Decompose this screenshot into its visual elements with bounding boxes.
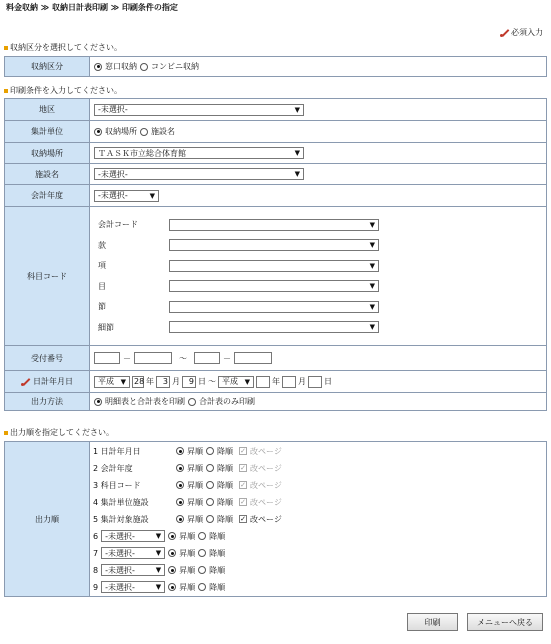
- desc-label: 降順: [209, 582, 226, 592]
- kamoku-row-label: 会計コード: [98, 220, 138, 230]
- month-to-input[interactable]: [282, 376, 296, 388]
- asc-label: 昇順: [187, 480, 203, 490]
- shutsuryoku-hoho-options: [94, 396, 542, 407]
- nikkei-inputs: [94, 376, 542, 388]
- page-break-checkbox[interactable]: ✓: [240, 498, 246, 506]
- back-to-menu-button[interactable]: メニューへ戻る: [467, 613, 543, 631]
- setsu-select[interactable]: [169, 301, 379, 313]
- chevron-down-icon: ▼: [155, 566, 162, 574]
- year-from-input[interactable]: 28: [134, 376, 145, 386]
- radio-gokei-only[interactable]: [188, 398, 196, 406]
- shuno-kubun-table: [4, 56, 547, 77]
- day-from-input[interactable]: 9: [182, 376, 196, 388]
- radio-gokei-only-label: 合計表のみ印刷: [199, 397, 255, 406]
- kamoku-label: 科目コード: [5, 207, 90, 346]
- kaikei-nendo-select[interactable]: [94, 190, 159, 202]
- order-item-label: [93, 480, 173, 491]
- chevron-down-icon: ▼: [294, 105, 300, 114]
- dash: －: [123, 353, 131, 363]
- order-row: [93, 579, 542, 595]
- radio-desc[interactable]: [198, 566, 206, 574]
- radio-meisai-gokei[interactable]: [94, 398, 102, 406]
- kamoku-row-label: 目: [98, 281, 106, 291]
- nikkei-label: 日計年月日: [33, 377, 73, 386]
- section-text: 出力順を指定してください。: [10, 428, 114, 437]
- shuno-basho-label: 収納場所: [5, 143, 90, 164]
- tsuki-label: 月: [298, 377, 306, 386]
- section-text: 印刷条件を入力してください。: [10, 86, 122, 95]
- order-row: [93, 477, 542, 493]
- section-text: 収納区分を選択してください。: [10, 43, 122, 52]
- radio-desc[interactable]: [206, 447, 214, 455]
- order-item-label: [93, 446, 173, 457]
- desc-label: 降順: [217, 514, 233, 524]
- era-to-value: 平成: [222, 377, 238, 386]
- order-row: [93, 511, 542, 527]
- order-item-name: 集計単位施設: [100, 497, 149, 507]
- asc-label: 昇順: [179, 531, 196, 541]
- era-to-select[interactable]: [218, 376, 254, 388]
- radio-shuno-basho[interactable]: [94, 128, 102, 136]
- order-number: 4: [93, 497, 99, 507]
- chevron-down-icon: ▼: [369, 220, 375, 229]
- kamoku-row: [98, 239, 542, 251]
- asc-label: 昇順: [187, 514, 203, 524]
- asc-label: 昇順: [187, 463, 203, 473]
- order-row: [93, 443, 542, 459]
- order-row: [93, 494, 542, 510]
- section-heading-1: [4, 42, 122, 53]
- chevron-down-icon: ▼: [244, 377, 250, 386]
- shisetsu-label: 施設名: [5, 164, 90, 185]
- year-to-input[interactable]: [256, 376, 270, 388]
- order-item-label: [93, 463, 173, 474]
- uketsuke-to-2-input[interactable]: [234, 352, 272, 364]
- page-break-checkbox[interactable]: ✓: [240, 515, 246, 523]
- chevron-down-icon: ▼: [369, 323, 375, 332]
- order-number: 7: [93, 548, 99, 558]
- kamoku-row-label: 細節: [98, 322, 114, 332]
- radio-asc[interactable]: [176, 447, 184, 455]
- page-break-label: 改ページ: [250, 463, 282, 473]
- order-item-select[interactable]: [101, 547, 165, 559]
- order-number: 2: [93, 463, 99, 473]
- kou-select[interactable]: [169, 260, 379, 272]
- shuno-basho-value: ＴＡＳＫ市立総合体育館: [98, 148, 186, 158]
- radio-meisai-gokei-label: 明細表と合計表を印刷: [105, 397, 185, 406]
- order-item-select[interactable]: [101, 564, 165, 576]
- bullet-icon: [4, 46, 8, 50]
- radio-asc[interactable]: [168, 583, 176, 591]
- radio-desc[interactable]: [206, 515, 214, 523]
- breadcrumb-item-ryokin: 料金収納: [6, 3, 38, 12]
- order-item-name: 集計対象施設: [100, 514, 149, 524]
- desc-label: 降順: [209, 565, 226, 575]
- kamoku-row: [98, 280, 542, 292]
- order-number: 5: [93, 514, 99, 524]
- chiku-value: -未選択-: [98, 105, 128, 114]
- uketsuke-to-1-input[interactable]: [194, 352, 220, 364]
- print-button[interactable]: 印刷: [407, 613, 458, 631]
- order-row: [93, 460, 542, 476]
- breadcrumb-separator: ≫: [40, 3, 50, 12]
- kamoku-row: [98, 321, 542, 333]
- order-item-select-value: -未選択-: [105, 548, 135, 558]
- section-heading-2: [4, 85, 122, 96]
- chevron-down-icon: ▼: [120, 377, 126, 386]
- order-number: 1: [93, 446, 99, 456]
- day-to-input[interactable]: [308, 376, 322, 388]
- order-number: 9: [93, 582, 99, 592]
- order-number: 8: [93, 565, 99, 575]
- asc-label: 昇順: [187, 446, 203, 456]
- chevron-down-icon: ▼: [369, 282, 375, 291]
- radio-konbini[interactable]: [140, 63, 148, 71]
- radio-asc[interactable]: [176, 498, 184, 506]
- dash: －: [223, 353, 231, 363]
- radio-shisetsu-label: 施設名: [151, 127, 175, 136]
- required-legend: [500, 27, 543, 38]
- breadcrumb-separator: ≫: [110, 3, 120, 12]
- order-item-name: 日計年月日: [100, 446, 141, 456]
- radio-desc[interactable]: [206, 464, 214, 472]
- moku-select[interactable]: [169, 280, 379, 292]
- radio-desc[interactable]: [198, 532, 206, 540]
- uketsuke-inputs: [94, 352, 542, 364]
- kamoku-row: [98, 219, 542, 231]
- order-item-label: [93, 514, 173, 525]
- order-item-name: 会計年度: [100, 463, 133, 473]
- required-pen-icon: [500, 28, 509, 37]
- order-number: 3: [93, 480, 99, 490]
- desc-label: 降順: [217, 497, 233, 507]
- desc-label: 降順: [217, 480, 233, 490]
- radio-asc[interactable]: [168, 549, 176, 557]
- shuno-kubun-options: [94, 61, 542, 72]
- hi-label: 日: [198, 377, 206, 386]
- radio-madoguchi-label: 窓口収納: [105, 62, 137, 71]
- required-note: 必須入力: [511, 28, 543, 37]
- page-break-checkbox[interactable]: ✓: [240, 481, 246, 489]
- kamoku-row: [98, 301, 542, 313]
- breadcrumb-item-nikkeihyo: 収納日計表印刷: [51, 3, 108, 12]
- radio-desc[interactable]: [198, 549, 206, 557]
- page-break-label: 改ページ: [250, 446, 282, 456]
- order-item-select-value: -未選択-: [105, 565, 135, 575]
- radio-desc[interactable]: [198, 583, 206, 591]
- chiku-label: 地区: [5, 99, 90, 121]
- desc-label: 降順: [209, 548, 226, 558]
- desc-label: 降順: [209, 531, 226, 541]
- uketsuke-from-2-input[interactable]: [134, 352, 172, 364]
- asc-label: 昇順: [179, 582, 196, 592]
- order-item-select[interactable]: [101, 530, 165, 542]
- era-from-value: 平成: [98, 377, 114, 386]
- order-item-select[interactable]: [101, 581, 165, 593]
- shuno-basho-select[interactable]: [94, 147, 304, 159]
- kaikei-code-select[interactable]: [169, 219, 379, 231]
- chevron-down-icon: ▼: [369, 241, 375, 250]
- chiku-select[interactable]: [94, 104, 304, 116]
- kamoku-row-label: 項: [98, 261, 106, 271]
- kaikei-nendo-value: -未選択-: [98, 191, 128, 200]
- order-item-select-value: -未選択-: [105, 531, 135, 541]
- hi-label: 日: [324, 377, 332, 386]
- kamoku-rows: [98, 219, 542, 334]
- kamoku-row-label: 款: [98, 240, 106, 250]
- asc-label: 昇順: [179, 565, 196, 575]
- tilde: ～: [208, 377, 216, 386]
- kaikei-nendo-label: 会計年度: [5, 185, 90, 207]
- shisetsu-select[interactable]: [94, 168, 304, 180]
- order-item-select-value: -未選択-: [105, 582, 135, 592]
- radio-asc[interactable]: [168, 566, 176, 574]
- breadcrumb-item-current: 印刷条件の指定: [121, 3, 178, 12]
- asc-label: 昇順: [179, 548, 196, 558]
- print-conditions-table: [4, 98, 547, 411]
- radio-madoguchi[interactable]: [94, 63, 102, 71]
- page-break-checkbox[interactable]: ✓: [240, 447, 246, 455]
- desc-label: 降順: [217, 446, 233, 456]
- nen-label: 年: [272, 377, 280, 386]
- desc-label: 降順: [217, 463, 233, 473]
- required-pen-icon: [21, 377, 30, 386]
- page-break-label: 改ページ: [250, 497, 282, 507]
- chevron-down-icon: ▼: [369, 261, 375, 270]
- radio-asc[interactable]: [168, 532, 176, 540]
- radio-shuno-basho-label: 収納場所: [105, 127, 137, 136]
- chevron-down-icon: ▼: [294, 170, 300, 178]
- order-table: [4, 441, 547, 597]
- order-rows: [93, 443, 542, 595]
- radio-desc[interactable]: [206, 498, 214, 506]
- order-row: [93, 528, 542, 544]
- radio-desc[interactable]: [206, 481, 214, 489]
- page-break-label: 改ページ: [250, 480, 282, 490]
- shuno-kubun-label: 収納区分: [5, 57, 90, 77]
- chevron-down-icon: ▼: [369, 302, 375, 311]
- order-item-label: [93, 497, 173, 508]
- order-row: [93, 545, 542, 561]
- order-item-name: 科目コード: [100, 480, 141, 490]
- shutsuryoku-hoho-label: 出力方法: [5, 393, 90, 411]
- breadcrumb: [6, 2, 178, 13]
- chevron-down-icon: ▼: [149, 191, 155, 200]
- saisetsu-select[interactable]: [169, 321, 379, 333]
- tsuki-label: 月: [172, 377, 180, 386]
- order-label: 出力順: [5, 442, 90, 597]
- radio-konbini-label: コンビニ収納: [151, 62, 199, 71]
- section-heading-3: [4, 427, 114, 438]
- uketsuke-from-1-input[interactable]: [94, 352, 120, 364]
- shukei-tani-label: 集計単位: [5, 121, 90, 143]
- radio-shisetsu[interactable]: [140, 128, 148, 136]
- asc-label: 昇順: [187, 497, 203, 507]
- chevron-down-icon: ▼: [155, 549, 162, 557]
- uketsuke-label: 受付番号: [5, 346, 90, 371]
- month-from-input[interactable]: 3: [156, 376, 170, 388]
- bullet-icon: [4, 431, 8, 435]
- page-break-label: 改ページ: [250, 514, 282, 524]
- nikkei-label-cell: [5, 371, 90, 393]
- order-row: [93, 562, 542, 578]
- page-break-checkbox[interactable]: ✓: [240, 464, 246, 472]
- kamoku-row-label: 節: [98, 302, 106, 312]
- kamoku-row: [98, 260, 542, 272]
- order-number: 6: [93, 531, 99, 541]
- shukei-tani-options: [94, 126, 542, 137]
- bullet-icon: [4, 89, 8, 93]
- chevron-down-icon: ▼: [294, 149, 300, 157]
- nen-label: 年: [146, 377, 154, 386]
- radio-asc[interactable]: [176, 464, 184, 472]
- chevron-down-icon: ▼: [155, 583, 162, 591]
- radio-asc[interactable]: [176, 481, 184, 489]
- radio-asc[interactable]: [176, 515, 184, 523]
- shisetsu-value: -未選択-: [98, 169, 128, 179]
- era-from-select[interactable]: [94, 376, 130, 388]
- chevron-down-icon: ▼: [155, 532, 162, 540]
- kan-select[interactable]: [169, 239, 379, 251]
- tilde: ～: [179, 353, 187, 363]
